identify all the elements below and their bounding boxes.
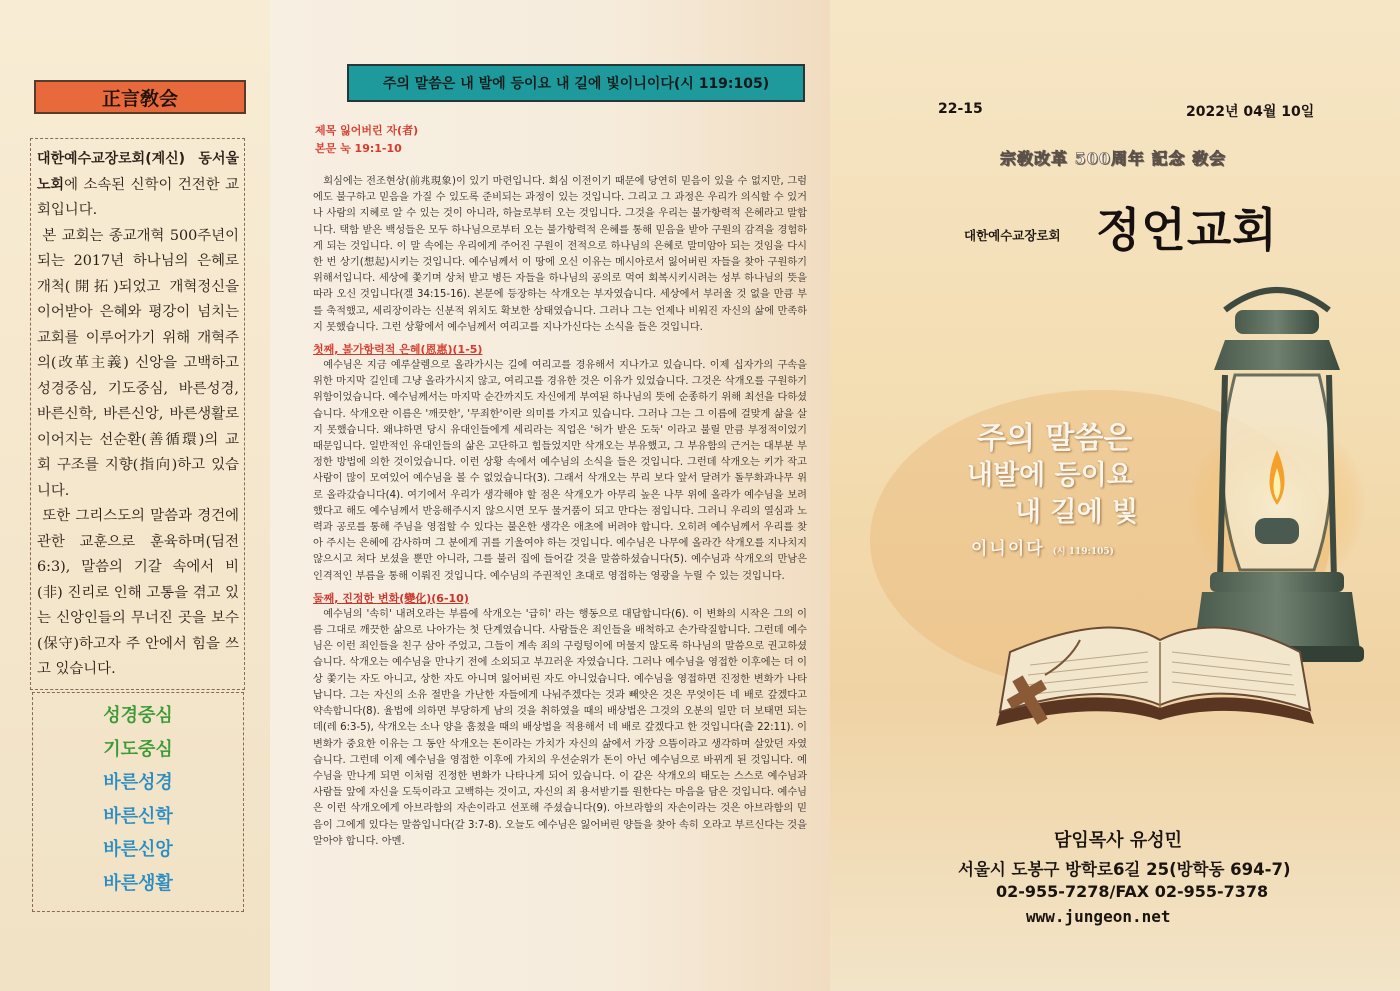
intro-text: 또한 그리스도의 말씀과 경건에 관한 교훈으로 훈육하며(딤전 6:3), 말씀의 기갈 속에서 비(非) 진리로 인해 고통을 겪고 있는 신앙인들의 무너진 곳을 보수(保守)하고자 주 안에서 힘을 쓰고 있습니다. <box>37 508 239 677</box>
motto-item: 기도중심 <box>103 738 173 760</box>
sermon-intro: 회심에는 전조현상(前兆現象)이 있기 마련입니다. 회심 이전이기 때문에 당연히 믿음이 있을 수 없지만, 그럼에도 불구하고 믿음을 가질 수 있도록 준비되는 과정이 있는 것입니다. 그리고 그 과정은 우리가 의식할 수 있거나 사람의 지혜로 알 수 있는 것이 아니라, 하늘로부터 오는 것입니다. 그것을 우리는 불가항력적 은혜라고 말합니다. 택함 받은 백성들은 모두 하나님으로부터 오는 불가항력적 은혜를 통해 믿음을 받아 구원의 감격을 경험하게 되는 것입니다. 이 말 속에는 우리에게 주어진 구원이 전적으로 하나님의 은혜로 말미암아 되는 것임을 다시 한 번 상기(想起)시키는 것입니다. 예수님께서 이 땅에 오신 이유는 메시아로서 잃어버린 자들을 찾아 구원하기 위해서입니다. 세상에 쫓기며 상처 받고 병든 자들을 하나님의 공의로 먹여 회복시키시려는 성부 하나님의 뜻을 따라 오신 것입니다(겔 34:15-16). 본문에 등장하는 삭개오는 부자였습니다. 세상에서 부러울 것 없을 만큼 부를 축적했고, 세리장이라는 신분적 위치도 확보한 상태였습니다. 그러나 그는 언제나 비워진 자신의 삶에 만족하지 못했습니다. 그런 상황에서 예수님께서 여리고를 지나가신다는 소식을 들은 것입니다. <box>313 176 807 333</box>
cover-verse-line: 내 길에 빛 <box>1015 497 1139 528</box>
issue-date: 2022년 04월 10일 <box>1186 104 1315 120</box>
cover-verse <box>955 420 1145 571</box>
cover-verse-line <box>971 531 1145 571</box>
sermon-title: 제목 잃어버린 자(者) <box>315 124 419 137</box>
verse-banner: 주의 말씀은 내 발에 등이요 내 길에 빛이니이다(시 119:105) <box>347 64 805 102</box>
church-name-title: 정언교회 <box>1096 203 1278 257</box>
pastor-name: 담임목사 유성민 <box>1054 830 1182 851</box>
section-heading-2: 둘째, 진정한 변화(變化)(6-10) <box>313 591 469 605</box>
church-website[interactable]: www.jungeon.net <box>1026 907 1171 926</box>
intro-paragraph-3 <box>37 504 239 683</box>
sermon-section-2: 예수님의 '속히' 내려오라는 부름에 삭개오는 '급히' 라는 행동으로 대답합니다(6). 이 변화의 시작은 그의 이름 그대로 깨끗한 삶으로 나아가는 첫 단계였습니다. 사람들은 죄인들을 배척하고 손가락질합니다. 그런데 예수님은 이런 죄인들을 친구 삼아 주었고, 그들이 계속 죄의 구렁텅이에 머물지 않도록 하나님의 말씀으로 권고하셨습니다. 삭개오는 예수님을 만나기 전에 소외되고 부끄러운 자였습니다. 그러나 예수님을 영접한 이후에는 더 이상 쫓기는 자도 아니고, 상한 자도 아니며 잃어버린 자도 아니었습니다. 예수님을 영접하면 진정한 변화가 나타납니다. 그는 자신의 소유 절반을 가난한 자들에게 나눠주겠다는 것과 빼앗은 것은 무엇이든 네 배로 갚겠다고 약속합니다(8). 율법에 의하면 부당하게 남의 것을 취하였을 때의 배상법은 그것의 오분의 일만 더 보태면 되는데(레 6:3-5), 삭개오는 소나 양을 훔쳤을 때의 배상법을 적용해서 네 배로 갚겠다고 한 것입니다(출 22:11). 이 변화가 중요한 이유는 그 동안 삭개오는 돈이라는 가치가 자신의 삶에서 가장 으뜸이라고 생각하며 살았던 자였습니다. 그런데 이제 예수님을 영접한 이후에 가치의 우선순위가 돈이 아닌 예수님으로 바뀌게 된 것입니다. 예수님을 만나게 되면 이처럼 진정한 변화가 나타나게 되어 있습니다. 이 같은 삭개오의 태도는 스스로 예수님과 사람들 앞에 자신을 도둑이라고 고백하는 것이고, 자신의 죄 용서받기를 원한다는 마음을 담은 것입니다. 예수님은 이런 삭개오에게 아브라함의 자손이라고 선포해 주셨습니다(9). 아브라함의 자손이라는 것은 아브라함의 믿음이 그에게 있다는 말씀입니다(갈 3:7-8). 오늘도 예수님은 잃어버린 양들을 찾아 속히 오라고 부르신다는 것을 알아야 합니다. 아멘. <box>313 608 807 847</box>
intro-paragraph-1 <box>37 147 239 224</box>
motto-item: 바른생활 <box>103 872 173 894</box>
sermon-meta <box>315 122 418 158</box>
cover-verse-ref: (시 119:105) <box>1052 547 1114 557</box>
denomination-label: 대한예수교장로회 <box>964 228 1061 243</box>
intro-text: 본 교회는 종교개혁 500주년이 되는 2017년 하나님의 은혜로 개척(開拓)되었고 개혁정신을 이어받아 은혜와 평강이 넘치는 교회를 이루어가기 위해 개혁주의(改革主義) 신앙을 고백하고 성경중심, 기도중심, 바른성경, 바른신학, 바른신앙, 바른생활로 이어지는 선순환(善循環)의 교회 구조를 지향(指向)하고 있습니다. <box>37 227 239 499</box>
lantern-cap-icon <box>1235 310 1319 334</box>
motto-item: 바른신학 <box>103 805 173 827</box>
section-heading-1: 첫째, 불가항력적 은혜(恩惠)(1-5) <box>313 343 483 357</box>
cover-verse-line: 주의 말씀은 <box>977 421 1133 456</box>
motto-item: 바른신앙 <box>103 839 173 860</box>
open-bible-icon <box>1000 628 1310 713</box>
sermon-section-1: 예수님은 지금 예루살렘으로 올라가시는 길에 여리고를 경유해서 지나가고 있습니다. 이제 십자가의 구속을 위한 마지막 길인데 그냥 올라가시지 않고, 여리고를 경유한 것은 이유가 있었습니다. 그것은 삭개오를 구원하기 위함이었습니다. 예수님께서는 마지막 순간까지도 자신에게 부여된 하나님의 뜻에 순종하기 위해 최선을 다하셨습니다. 삭개오란 이름은 '깨끗한', '무죄한'이란 의미를 가지고 있습니다. 그러나 그는 그 이름에 걸맞게 삶을 살지 못했습니다. 왜냐하면 당시 유대인들에게 세리라는 직업은 '허가 받은 도둑' 이라고 불릴 만큼 부정적이었기 때문입니다. 일반적인 유대인들의 삶은 고단하고 힘들었지만 삭개오는 부유했고, 그 부유함의 근거는 대부분 부정한 방법에 의한 것이었습니다. 이런 상황 속에서 예수님의 소식을 들은 것입니다. 그런데 삭개오는 키가 작고 사람이 많이 모여있어 예수님을 볼 수 없었습니다(3). 그래서 삭개오는 무리 보다 앞서 달려가 돌무화과나무 위로 올라갔습니다(4). 여기에서 우리가 생각해야 할 점은 삭개오가 아무리 높은 나무 위에 올라가 예수님을 보려했다고 해도 예수님께서 반응해주시지 않으시면 모두 물거품이 되고 만다는 점입니다. 그러니 우리의 열심과 노력과 공로를 통해 주님을 영접할 수 있다는 불온한 생각은 애초에 버려야 합니다. 오히려 예수님께서 우리를 찾아 주시는 은혜에 감사하며 그 분에게 귀를 기울여야 하는 것입니다. 예수님은 나무에 올라간 삭개오를 지나치지 않으시고 쳐다 보셨을 뿐만 아니라, 그를 불러 집에 들어갈 것을 말씀하셨습니다(5). 예수님과 삭개오의 만남은 인격적인 부름을 통해 이뤄진 것입니다. 예수님의 주권적인 초대로 영접하는 영광을 누릴 수 있는 것입니다. <box>313 360 807 582</box>
sermon-text-ref: 본문 눅 19:1-10 <box>315 142 402 155</box>
denomination-text: 대한예수교장로회(계신) 동서울 노회 <box>37 151 239 193</box>
church-address: 서울시 도봉구 방학로6길 25(방학동 694-7) <box>958 860 1291 879</box>
issue-number: 22-15 <box>938 101 983 117</box>
church-name-box: 正言敎会 <box>34 80 246 114</box>
intro-text: 에 소속된 신학이 건전한 교회입니다. <box>37 176 239 218</box>
left-panel <box>0 0 270 991</box>
sermon-body <box>313 174 807 850</box>
motto-item: 성경중심 <box>103 705 173 726</box>
motto-list <box>32 692 244 912</box>
cover-verse-line: 내발에 등이요 <box>967 460 1133 491</box>
intro-paragraph-2 <box>37 224 239 505</box>
anniversary-banner: 宗敎改革 500周年 記念 敎会 <box>1000 149 1227 168</box>
cover-verse-last: 이니이다 <box>971 539 1045 559</box>
motto-item: 바른성경 <box>103 772 173 793</box>
church-introduction <box>30 138 245 690</box>
church-phone: 02-955-7278/FAX 02-955-7378 <box>996 882 1269 901</box>
